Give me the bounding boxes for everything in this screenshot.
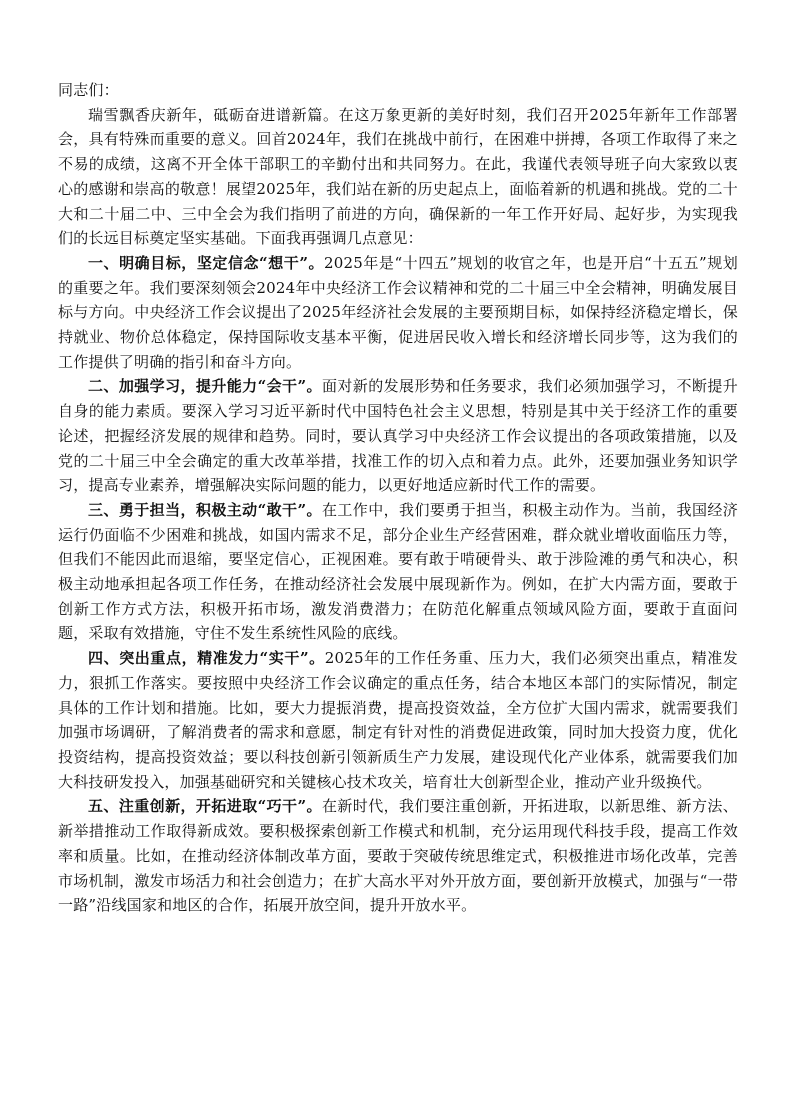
section-heading: 三、勇于担当，积极主动“敢干”。 [88, 500, 322, 519]
section-paragraph [58, 498, 738, 646]
section-body: 2025年是“十四五”规划的收官之年，也是开启“十五五”规划的重要之年。我们要深刻领会2024年中央经济工作会议精神和党的二十届三中全会精神，明确发展目标与方向。中央经济工作会议提出了2025年经济社会发展的主要预期目标，如保持经济稳定增长，保持就业、物价总体稳定，保持国际收支基本平衡，促进居民收入增长和经济增长同步等，这为我们的工作提供了明确的指引和奋斗方向。 [58, 253, 738, 371]
section-heading: 四、突出重点，精准发力“实干”。 [88, 649, 325, 668]
intro-paragraph: 瑞雪飘香庆新年，砥砺奋进谱新篇。在这万象更新的美好时刻，我们召开2025年新年工作部署会，具有特殊而重要的意义。回首2024年，我们在挑战中前行，在困难中拼搏，各项工作取得了来之不易的成绩，这离不开全体干部职工的辛勤付出和共同努力。在此，我谨代表领导班子向大家致以衷心的感谢和崇高的敬意！展望2025年，我们站在新的历史起点上，面临着新的机遇和挑战。党的二十大和二十届二中、三中全会为我们指明了前进的方向，确保新的一年工作开好局、起好步，为实现我们的长远目标奠定坚实基础。下面我再强调几点意见： [58, 105, 738, 248]
section-paragraph [58, 374, 738, 498]
section-paragraph [58, 646, 738, 794]
section-paragraph [58, 794, 738, 918]
section-paragraph [58, 251, 738, 375]
section-heading: 一、明确目标，坚定信念“想干”。 [88, 253, 325, 272]
document-page [58, 78, 738, 918]
section-heading: 二、加强学习，提升能力“会干”。 [88, 377, 322, 396]
section-body: 2025年的工作任务重、压力大，我们必须突出重点，精准发力，狠抓工作落实。要按照中央经济工作会议确定的重点任务，结合本地区本部门的实际情况，制定具体的工作计划和措施。比如，要大力提振消费，提高投资效益，全方位扩大国内需求，就需要我们加强市场调研，了解消费者的需求和意愿，制定有针对性的消费促进政策，同时加大投资力度，优化投资结构，提高投资效益；要以科技创新引领新质生产力发展，建设现代化产业体系，就需要我们加大科技研发投入，加强基础研究和关键核心技术攻关，培育壮大创新型企业，推动产业升级换代。 [58, 649, 738, 791]
section-body: 在新时代，我们要注重创新，开拓进取，以新思维、新方法、新举措推动工作取得新成效。要积极探索创新工作模式和机制，充分运用现代科技手段，提高工作效率和质量。比如，在推动经济体制改革方面，要敢于突破传统思维定式，积极推进市场化改革，完善市场机制，激发市场活力和社会创造力；在扩大高水平对外开放方面，要创新开放模式，加强与“一带一路”沿线国家和地区的合作，拓展开放空间，提升开放水平。 [58, 797, 738, 915]
greeting: 同志们： [58, 81, 119, 99]
section-body: 面对新的发展形势和任务要求，我们必须加强学习，不断提升自身的能力素质。要深入学习习近平新时代中国特色社会主义思想，特别是其中关于经济工作的重要论述，把握经济发展的规律和趋势。同时，要认真学习中央经济工作会议提出的各项政策措施，以及党的二十届三中全会确定的重大改革举措，找准工作的切入点和着力点。此外，还要加强业务知识学习，提高专业素养，增强解决实际问题的能力，以更好地适应新时代工作的需要。 [58, 377, 738, 495]
section-body: 在工作中，我们要勇于担当，积极主动作为。当前，我国经济运行仍面临不少困难和挑战，如国内需求不足，部分企业生产经营困难，群众就业增收面临压力等，但我们不能因此而退缩，要坚定信心，正视困难。要有敢于啃硬骨头、敢于涉险滩的勇气和决心，积极主动地承担起各项工作任务，在推动经济社会发展中展现新作为。例如，在扩大内需方面，要敢于创新工作方式方法，积极开拓市场，激发消费潜力；在防范化解重点领域风险方面，要敢于直面问题，采取有效措施，守住不发生系统性风险的底线。 [58, 500, 738, 643]
section-heading: 五、注重创新，开拓进取“巧干”。 [88, 797, 322, 816]
